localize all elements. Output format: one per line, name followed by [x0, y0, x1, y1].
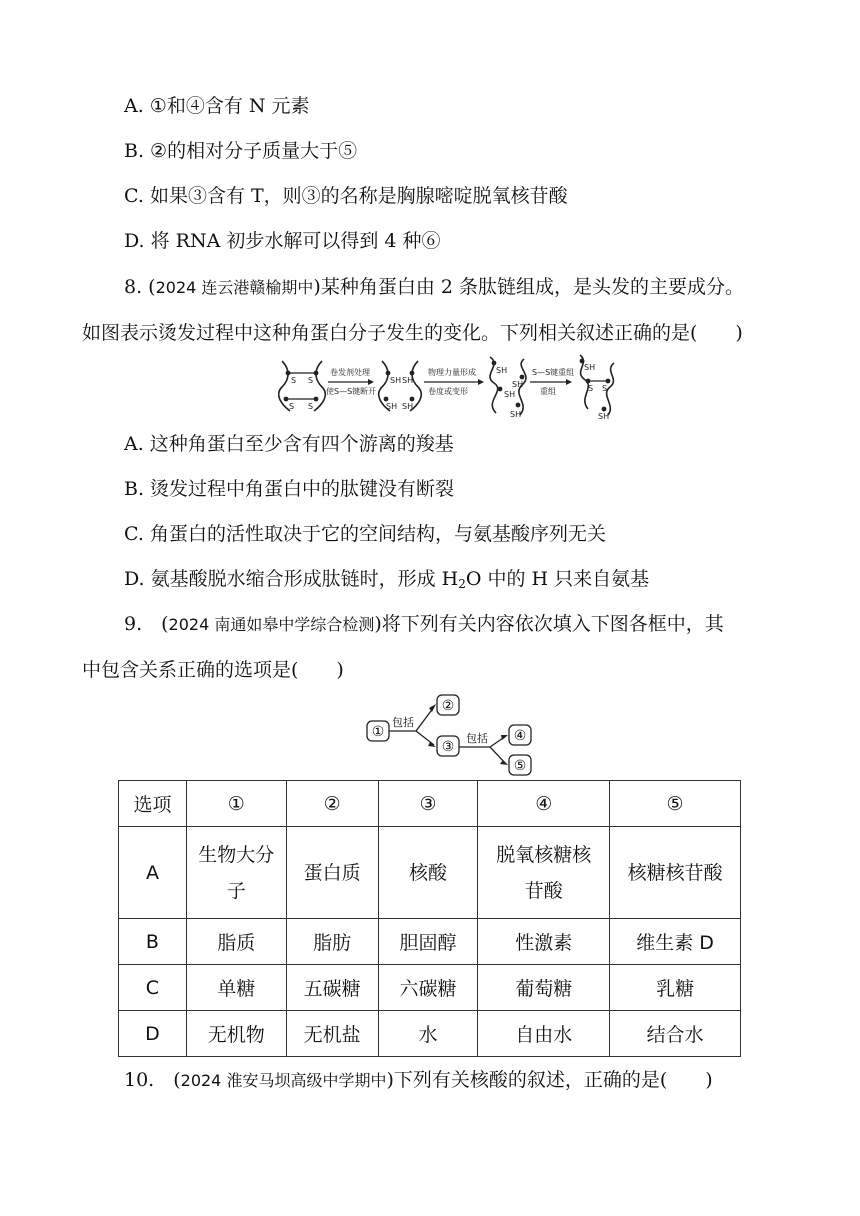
svg-text:S: S — [289, 402, 295, 411]
table-cell: 脱氧核糖核 苷酸 — [478, 827, 610, 919]
q9-stem: 9. (2024 南通如皋中学综合检测)将下列有关内容依次填入下图各框中，其 — [124, 613, 724, 635]
stage-1-molecule — [279, 361, 326, 411]
svg-text:SH: SH — [512, 380, 524, 389]
svg-text:SH: SH — [390, 376, 402, 385]
table-cell: 结合水 — [610, 1011, 741, 1057]
table-cell: B — [119, 919, 187, 965]
svg-text:SH: SH — [402, 376, 414, 385]
svg-text:S: S — [291, 376, 297, 385]
q8-stem: 8. (2024 连云港赣榆期中)某种角蛋白由 2 条肽链组成，是头发的主要成分。 — [124, 276, 744, 298]
table-cell: A — [119, 827, 187, 919]
table-cell: 乳糖 — [610, 965, 741, 1011]
step2-label-b: 卷度或变形 — [428, 387, 468, 396]
table-cell: 脂质 — [186, 919, 286, 965]
svg-text:S: S — [602, 384, 608, 393]
table-header-cell: ③ — [378, 781, 478, 827]
q7-option-b: B. ②的相对分子质量大于⑤ — [124, 140, 358, 162]
svg-text:SH: SH — [504, 390, 516, 399]
svg-text:SH: SH — [510, 410, 522, 419]
table-cell: 无机物 — [186, 1011, 286, 1057]
table-cell: 单糖 — [186, 965, 286, 1011]
table-row — [119, 965, 741, 1011]
table-cell: 胆固醇 — [378, 919, 478, 965]
table-header-cell: 选项 — [119, 781, 187, 827]
options-table — [118, 780, 741, 1057]
svg-text:S: S — [308, 402, 314, 411]
q9-stem-cont: 中包含关系正确的选项是( ) — [82, 659, 344, 681]
tree-label-1: 包括 — [392, 716, 414, 729]
table-cell: 生物大分 子 — [186, 827, 286, 919]
svg-text:③: ③ — [441, 739, 455, 755]
table-cell: 六碳糖 — [378, 965, 478, 1011]
svg-text:SH: SH — [584, 363, 596, 372]
q10-source: 2024 淮安马坝高级中学期中 — [180, 1071, 387, 1090]
q8-source: 2024 连云港赣榆期中 — [155, 278, 314, 297]
table-cell: 脂肪 — [286, 919, 378, 965]
svg-text:SH: SH — [402, 402, 414, 411]
table-row — [119, 919, 741, 965]
q7-option-a: A. ①和④含有 N 元素 — [124, 95, 310, 117]
step1-label-b: 使S—S键断开 — [326, 387, 377, 396]
svg-text:S: S — [588, 384, 594, 393]
svg-text:④: ④ — [513, 728, 527, 744]
table-cell: 核酸 — [378, 827, 478, 919]
svg-text:SH: SH — [598, 412, 610, 421]
table-row — [119, 1011, 741, 1057]
step3-label-b: 重组 — [540, 387, 556, 396]
svg-text:②: ② — [441, 698, 455, 714]
q8-option-b: B. 烫发过程中角蛋白中的肽键没有断裂 — [124, 478, 455, 500]
table-cell: 核糖核苷酸 — [610, 827, 741, 919]
inclusion-tree-figure — [366, 692, 538, 778]
svg-text:SH: SH — [386, 402, 398, 411]
q9-source: 2024 南通如皋中学综合检测 — [168, 615, 375, 634]
table-row — [119, 827, 741, 919]
svg-text:①: ① — [371, 724, 385, 740]
table-cell: 五碳糖 — [286, 965, 378, 1011]
table-header-cell: ① — [186, 781, 286, 827]
q8-option-a: A. 这种角蛋白至少含有四个游离的羧基 — [124, 433, 454, 455]
q10-stem: 10. (2024 淮安马坝高级中学期中)下列有关核酸的叙述，正确的是( ) — [124, 1069, 713, 1091]
q7-option-d: D. 将 RNA 初步水解可以得到 4 种⑥ — [124, 230, 441, 252]
svg-text:SH: SH — [496, 366, 508, 375]
svg-text:S: S — [308, 376, 314, 385]
q8-option-c: C. 角蛋白的活性取决于它的空间结构，与氨基酸序列无关 — [124, 523, 606, 545]
svg-text:⑤: ⑤ — [513, 758, 527, 774]
table-cell: 维生素 D — [610, 919, 741, 965]
step2-label-a: 物理力量形成 — [428, 368, 476, 377]
table-cell: 性激素 — [478, 919, 610, 965]
table-cell: D — [119, 1011, 187, 1057]
table-cell: 葡萄糖 — [478, 965, 610, 1011]
table-header-cell: ⑤ — [610, 781, 741, 827]
q7-option-c: C. 如果③含有 T，则③的名称是胸腺嘧啶脱氧核苷酸 — [124, 185, 568, 207]
table-cell: 蛋白质 — [286, 827, 378, 919]
table-cell: 自由水 — [478, 1011, 610, 1057]
table-cell: 无机盐 — [286, 1011, 378, 1057]
perm-process-figure — [278, 353, 618, 421]
step1-label-a: 卷发剂处理 — [330, 368, 370, 377]
step3-label-a: S—S键重组 — [532, 368, 575, 377]
table-header-cell: ② — [286, 781, 378, 827]
table-header-cell: ④ — [478, 781, 610, 827]
table-cell: 水 — [378, 1011, 478, 1057]
table-cell: C — [119, 965, 187, 1011]
table-header-row — [119, 781, 741, 827]
q8-stem-cont: 如图表示烫发过程中这种角蛋白分子发生的变化。下列相关叙述正确的是( ) — [82, 322, 743, 344]
q8-option-d: D. 氨基酸脱水缩合形成肽链时，形成 $H_2O$ 中的 H 只来自氨基 — [124, 568, 650, 591]
tree-label-2: 包括 — [466, 732, 488, 745]
